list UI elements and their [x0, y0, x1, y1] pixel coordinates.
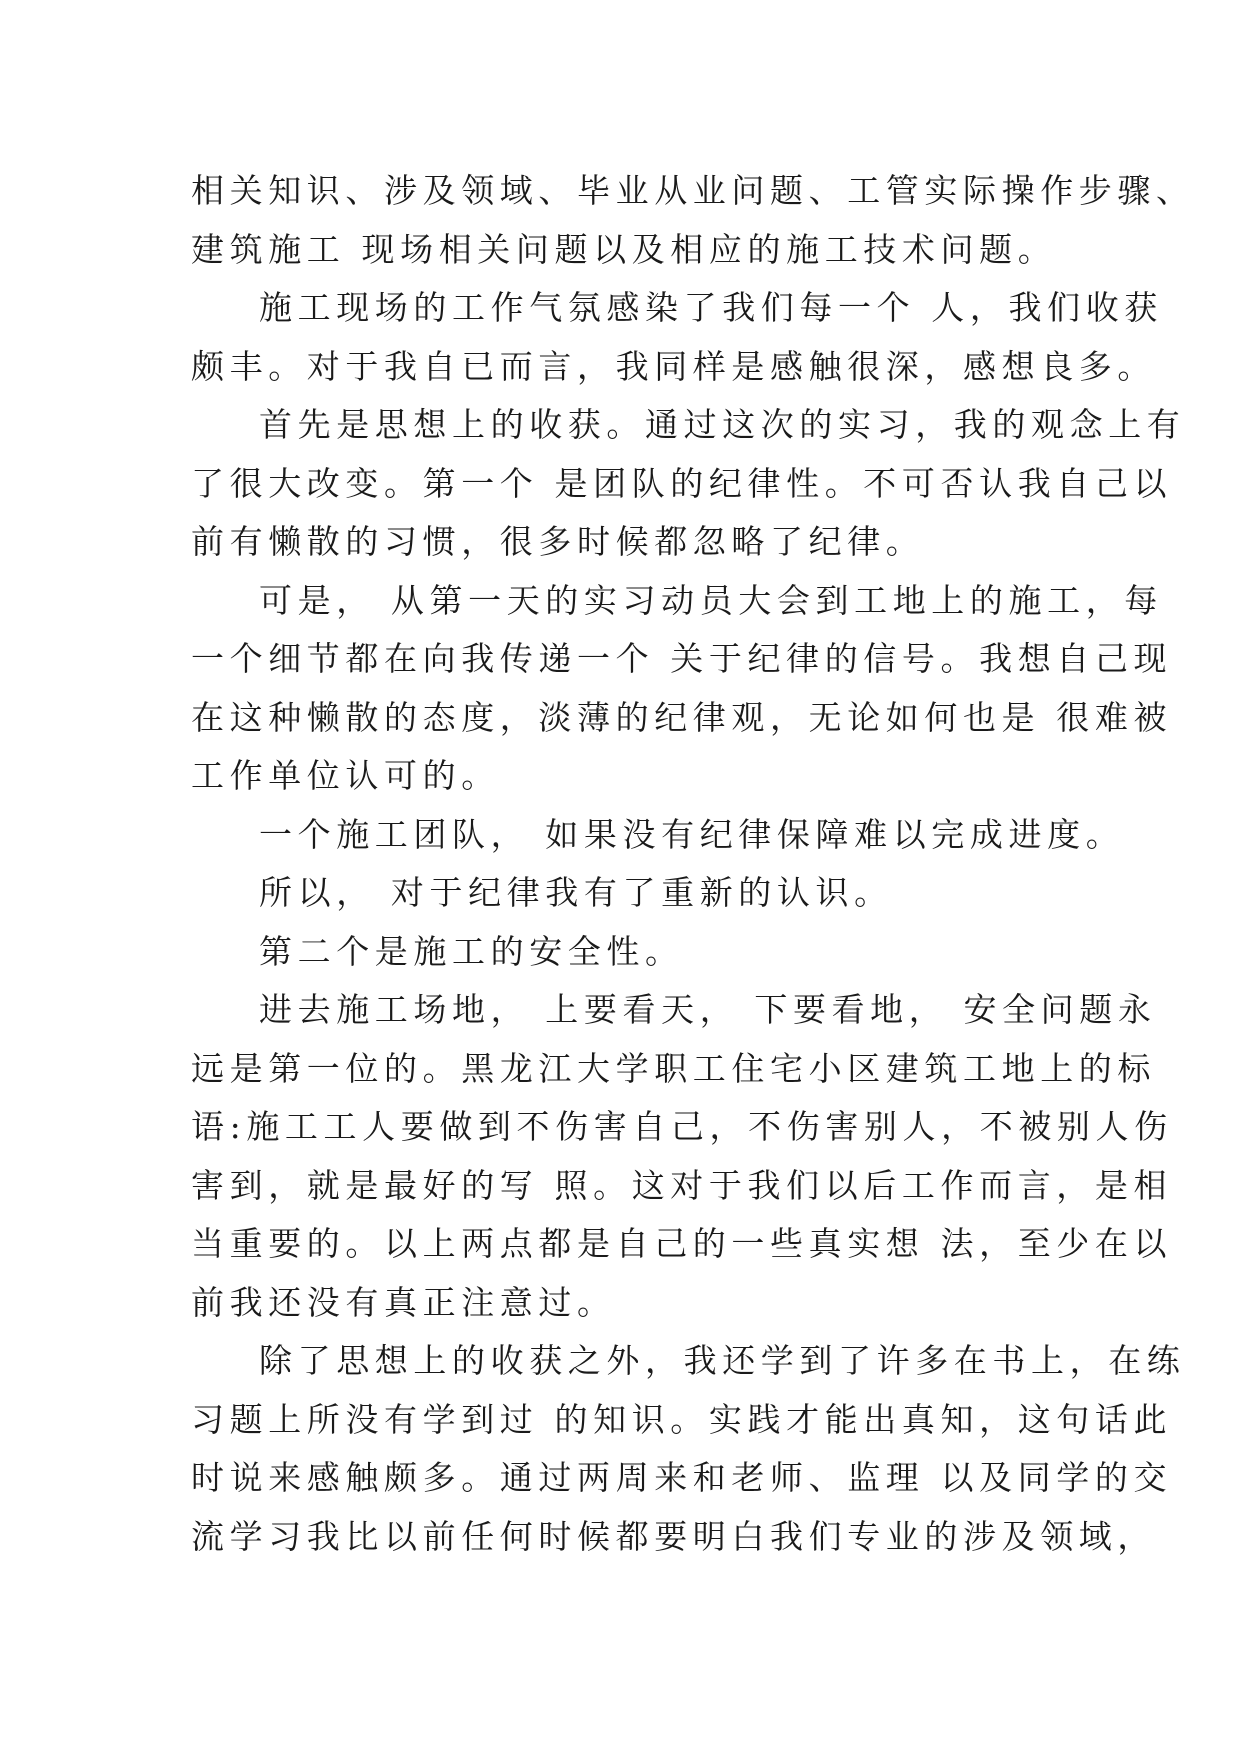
- text-line: 颇丰。对于我自已而言，我同样是感触很深，感想良多。: [191, 346, 1156, 386]
- paragraph-first-line: 第二个是施工的安全性。: [259, 931, 684, 971]
- text-line: 当重要的。以上两点都是自己的一些真实想 法，至少在以: [191, 1224, 1173, 1263]
- text-line: 流学习我比以前任何时候都要明白我们专业的涉及领域，: [191, 1516, 1156, 1556]
- paragraph-first-line: 进去施工场地， 上要看天， 下要看地， 安全问题永: [259, 990, 1157, 1029]
- text-line: 建筑施工 现场相关问题以及相应的施工技术问题。: [191, 229, 1057, 269]
- text-line: 工作单位认可的。: [191, 756, 500, 795]
- text-line: 害到，就是最好的写 照。这对于我们以后工作而言，是相: [191, 1165, 1173, 1205]
- paragraph-first-line: 一个施工团队， 如果没有纪律保障难以完成进度。: [259, 814, 1125, 854]
- text-line: 了很大改变。第一个 是团队的纪律性。不可否认我自己以: [191, 463, 1173, 503]
- text-line: 前我还没有真正注意过。: [191, 1282, 616, 1322]
- text-line: 远是第一位的。黑龙江大学职工住宅小区建筑工地上的标: [191, 1048, 1156, 1088]
- text-line: 在这种懒散的态度，淡薄的纪律观，无论如何也是 很难被: [191, 697, 1173, 737]
- body-text: [191, 162, 1195, 1566]
- paragraph-first-line: 可是， 从第一天的实习动员大会到工地上的施工，每: [259, 580, 1163, 620]
- text-line: 语:施工工人要做到不伤害自己，不伤害别人，不被别人伤: [191, 1107, 1173, 1146]
- paragraph-first-line: 所以， 对于纪律我有了重新的认识。: [259, 873, 893, 912]
- text-line: 一个细节都在向我传递一个 关于纪律的信号。我想自己现: [191, 639, 1173, 678]
- text-line: 相关知识、涉及领域、毕业从业问题、工管实际操作步骤、: [191, 171, 1195, 210]
- paragraph-first-line: 除了思想上的收获之外，我还学到了许多在书上，在练: [259, 1341, 1186, 1380]
- text-line: 时说来感触颇多。通过两周来和老师、监理 以及同学的交: [191, 1458, 1173, 1497]
- paragraph-first-line: 施工现场的工作气氛感染了我们每一个 人，我们收获: [259, 288, 1163, 327]
- text-line: 习题上所没有学到过 的知识。实践才能出真知，这句话此: [191, 1399, 1173, 1439]
- paragraph-first-line: 首先是思想上的收获。通过这次的实习，我的观念上有: [259, 405, 1186, 444]
- text-line: 前有懒散的习惯，很多时候都忽略了纪律。: [191, 522, 925, 561]
